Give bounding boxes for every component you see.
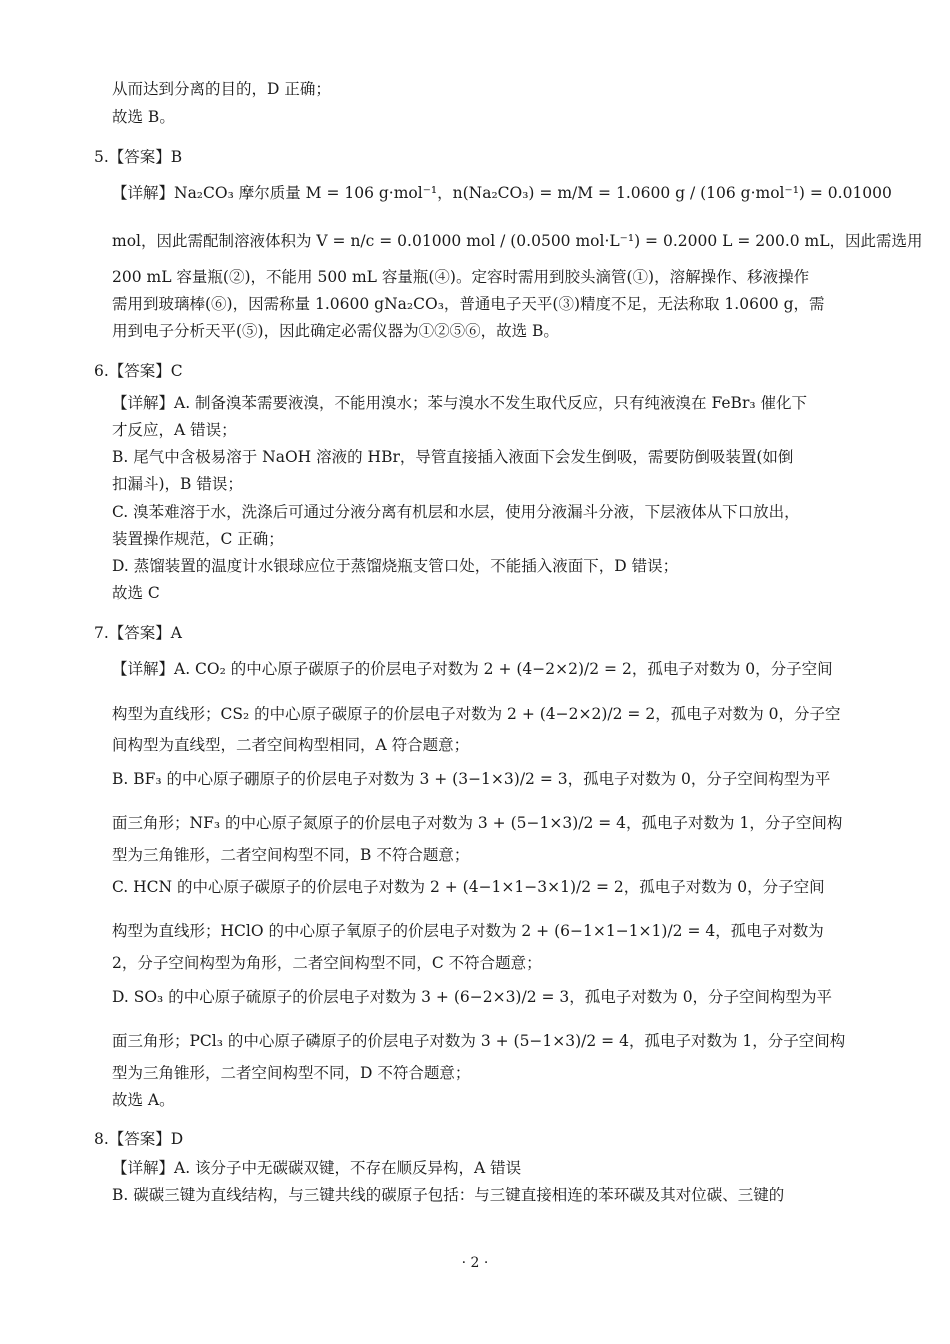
text-line: 【详解】Na₂CO₃ 摩尔质量 M = 106 g·mol⁻¹，n(Na₂CO₃) = m/M = 1.0600 g / (106 g·mol⁻¹) = 0.01000 [112,184,892,202]
text-line: 200 mL 容量瓶(②)，不能用 500 mL 容量瓶(④)。定容时需用到胶头滴管(①)，溶解操作、移液操作 [112,268,810,286]
text-line: 【详解】A. 制备溴苯需要液溴，不能用溴水；苯与溴水不发生取代反应，只有纯液溴在 FeBr₃ 催化下 [112,394,807,412]
text-line: 扣漏斗)，B 错误； [112,475,243,493]
text-line: B. 尾气中含极易溶于 NaOH 溶液的 HBr，导管直接插入液面下会发生倒吸，需要防倒吸装置(如倒 [112,448,794,466]
text-line: C. HCN 的中心原子碳原子的价层电子对数为 2 + (4−1×1−3×1)/2 = 2，孤电子对数为 0，分子空间 [112,878,825,896]
text-line: 故选 B。 [112,108,175,126]
text-line: B. BF₃ 的中心原子硼原子的价层电子对数为 3 + (3−1×3)/2 = 3，孤电子对数为 0，分子空间构型为平 [112,770,831,788]
text-line: mol，因此需配制溶液体积为 V = n/c = 0.01000 mol / (0.0500 mol·L⁻¹) = 0.2000 L = 200.0 mL，因此需选用 [112,232,923,250]
text-line: 构型为直线形；CS₂ 的中心原子碳原子的价层电子对数为 2 + (4−2×2)/2 = 2，孤电子对数为 0，分子空 [112,705,841,723]
text-line: 间构型为直线型，二者空间构型相同，A 符合题意； [112,736,470,754]
text-line: 用到电子分析天平(⑤)，因此确定必需仪器为①②⑤⑥，故选 B。 [112,322,559,340]
text-line: 型为三角锥形，二者空间构型不同，B 不符合题意； [112,846,470,864]
text-line: D. SO₃ 的中心原子硫原子的价层电子对数为 3 + (6−2×3)/2 = 3，孤电子对数为 0，分子空间构型为平 [112,988,833,1006]
answer-heading: 7.【答案】A [94,624,182,642]
text-line: 【详解】A. 该分子中无碳碳双键，不存在顺反异构，A 错误 [112,1159,522,1177]
text-line: 面三角形；NF₃ 的中心原子氮原子的价层电子对数为 3 + (5−1×3)/2 = 4，孤电子对数为 1，分子空间构 [112,814,843,832]
text-line: 面三角形；PCl₃ 的中心原子磷原子的价层电子对数为 3 + (5−1×3)/2 = 4，孤电子对数为 1，分子空间构 [112,1032,846,1050]
text-line: 装置操作规范，C 正确； [112,530,284,548]
page-number: · 2 · [461,1255,489,1271]
text-line: 2，分子空间构型为角形，二者空间构型不同，C 不符合题意； [112,954,542,972]
text-line: 故选 C [112,584,160,602]
answer-heading: 8.【答案】D [94,1130,184,1148]
text-line: C. 溴苯难溶于水，洗涤后可通过分液分离有机层和水层，使用分液漏斗分液，下层液体从下口放出， [112,503,800,521]
text-line: 需用到玻璃棒(⑥)，因需称量 1.0600 gNa₂CO₃，普通电子天平(③)精度不足，无法称取 1.0600 g，需 [112,295,825,313]
text-line: B. 碳碳三键为直线结构，与三键共线的碳原子包括：与三键直接相连的苯环碳及其对位碳、三键的 [112,1186,785,1204]
answer-heading: 6.【答案】C [94,362,183,380]
text-line: 【详解】A. CO₂ 的中心原子碳原子的价层电子对数为 2 + (4−2×2)/2 = 2，孤电子对数为 0，分子空间 [112,660,833,678]
text-line: 构型为直线形；HClO 的中心原子氧原子的价层电子对数为 2 + (6−1×1−1×1)/2 = 4，孤电子对数为 [112,922,824,940]
text-line: 从而达到分离的目的，D 正确； [112,80,331,98]
text-line: 型为三角锥形，二者空间构型不同，D 不符合题意； [112,1064,471,1082]
text-line: D. 蒸馏装置的温度计水银球应位于蒸馏烧瓶支管口处，不能插入液面下，D 错误； [112,557,679,575]
text-line: 才反应，A 错误； [112,421,237,439]
answer-heading: 5.【答案】B [94,148,183,166]
text-line: 故选 A。 [112,1091,175,1109]
